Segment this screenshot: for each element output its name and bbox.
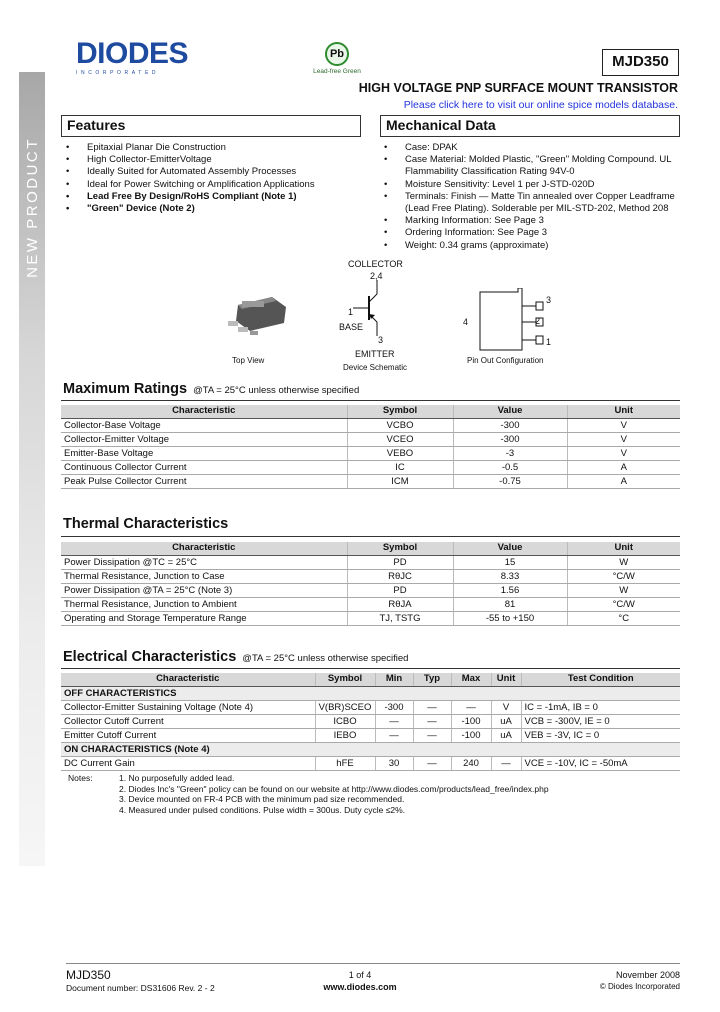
table-row: Operating and Storage Temperature Range TJ, TSTG -55 to +150 °C	[61, 612, 680, 626]
max-ratings-condition: @TA = 25°C unless otherwise specified	[193, 385, 360, 396]
schematic-caption: Device Schematic	[343, 363, 408, 372]
thermal-title: Thermal Characteristics	[63, 516, 229, 532]
electrical-condition: @TA = 25°C unless otherwise specified	[242, 653, 409, 664]
on-characteristics-subheading: ON CHARACTERISTICS (Note 4)	[61, 743, 680, 757]
footer-copyright: © Diodes Incorporated	[599, 982, 680, 991]
table-header-row: Characteristic Symbol Value Unit	[61, 542, 680, 555]
footer-website-link[interactable]: www.diodes.com	[323, 982, 397, 992]
package-top-view-image	[224, 295, 288, 339]
features-list	[63, 142, 363, 215]
sidebar-label: NEW PRODUCT	[23, 136, 41, 278]
pinout-tab-label: 4	[463, 317, 469, 327]
feature-item: • High Collector-EmitterVoltage	[63, 154, 363, 166]
table-header-row: Characteristic Symbol Min Typ Max Unit Test Condition	[61, 673, 680, 686]
electrical-table	[61, 673, 680, 771]
mechanical-item: • Terminals: Finish — Matte Tin annealed over Copper Leadframe (Lead Free Plating). Solderable per MIL-STD-202, Method 208	[381, 191, 681, 215]
spice-models-link[interactable]: Please click here to visit our online spice models database.	[403, 99, 678, 111]
mechanical-item: • Weight: 0.34 grams (approximate)	[381, 240, 681, 252]
table-row: Collector-Emitter Sustaining Voltage (Note 4) V(BR)SCEO -300 — — V IC = -1mA, IB = 0	[61, 700, 680, 714]
off-characteristics-subheading: OFF CHARACTERISTICS	[61, 686, 680, 700]
mechanical-item: • Case: DPAK	[381, 142, 681, 154]
lead-free-leaf-icon: Pb	[325, 42, 349, 66]
note-item: 1. No purposefully added lead.	[119, 773, 235, 783]
table-row: Thermal Resistance, Junction to Case RθJC 8.33 °C/W	[61, 569, 680, 583]
table-header-row: Characteristic Symbol Value Unit	[61, 405, 680, 418]
thermal-table	[61, 542, 680, 626]
table-row: Collector-Emitter Voltage VCEO -300 V	[61, 432, 680, 446]
notes-block	[68, 773, 678, 815]
pnp-transistor-symbol-icon	[353, 280, 393, 338]
pinout-pin2-label: 2	[535, 316, 541, 326]
features-heading: Features	[61, 115, 361, 137]
pinout-pin1-label: 1	[546, 337, 552, 347]
page-title: HIGH VOLTAGE PNP SURFACE MOUNT TRANSISTOR	[358, 81, 678, 95]
lead-free-badge: Pb Lead-free Green	[307, 42, 367, 75]
collector-pin-label: 2,4	[370, 271, 383, 281]
table-row: Power Dissipation @TA = 25°C (Note 3) PD 1.56 W	[61, 583, 680, 597]
mechanical-item: • Marking Information: See Page 3	[381, 215, 681, 227]
note-item: 4. Measured under pulsed conditions. Pulse width = 300us. Duty cycle ≤2%.	[119, 804, 406, 815]
table-row: Emitter-Base Voltage VEBO -3 V	[61, 446, 680, 460]
mechanical-list	[381, 142, 681, 252]
section-rule	[61, 400, 680, 401]
pinout-pin3-label: 3	[546, 295, 552, 305]
footer-rule	[66, 963, 680, 964]
table-row: Thermal Resistance, Junction to Ambient RθJA 81 °C/W	[61, 598, 680, 612]
section-rule	[61, 536, 680, 537]
table-row: DC Current Gain hFE 30 — 240 — VCE = -10V, IC = -50mA	[61, 757, 680, 771]
section-rule	[61, 668, 680, 669]
max-ratings-title: Maximum Ratings @TA = 25°C unless otherwise specified	[63, 381, 360, 397]
mechanical-heading: Mechanical Data	[380, 115, 680, 137]
max-ratings-table	[61, 405, 680, 489]
electrical-title: Electrical Characteristics @TA = 25°C unless otherwise specified	[63, 649, 409, 665]
note-item: 3. Device mounted on FR-4 PCB with the minimum pad size recommended.	[119, 794, 405, 805]
table-row: Power Dissipation @TC = 25°C PD 15 W	[61, 555, 680, 569]
table-row: Peak Pulse Collector Current ICM -0.75 A	[61, 475, 680, 489]
footer-document-number: Document number: DS31606 Rev. 2 - 2	[66, 983, 215, 993]
mechanical-item: • Ordering Information: See Page 3	[381, 227, 681, 239]
base-label: BASE	[339, 322, 364, 332]
table-row: Collector-Base Voltage VCBO -300 V	[61, 418, 680, 432]
footer-date: November 2008	[615, 970, 680, 980]
mechanical-item: • Moisture Sensitivity: Level 1 per J-STD-020D	[381, 179, 681, 191]
feature-item: • Epitaxial Planar Die Construction	[63, 142, 363, 154]
table-row: Collector Cutoff Current ICBO — — -100 uA VCB = -300V, IE = 0	[61, 714, 680, 728]
emitter-label: EMITTER	[355, 349, 395, 359]
feature-item: • Lead Free By Design/RoHS Compliant (Note 1)	[63, 191, 363, 203]
diodes-logo[interactable]: DIODES INCORPORATED	[76, 37, 189, 76]
footer-page-number: 1 of 4	[348, 970, 372, 980]
base-pin-label: 1	[348, 307, 354, 317]
collector-label: COLLECTOR	[348, 259, 403, 269]
table-row: Emitter Cutoff Current IEBO — — -100 uA VEB = -3V, IC = 0	[61, 728, 680, 742]
table-row: Continuous Collector Current IC -0.5 A	[61, 461, 680, 475]
notes-label: Notes:	[68, 773, 93, 783]
top-view-caption: Top View	[232, 356, 265, 365]
emitter-pin-label: 3	[378, 335, 384, 345]
mechanical-item: • Case Material: Molded Plastic, "Green" Molding Compound. UL Flammability Classification Rating 94V-0	[381, 154, 681, 178]
footer-part-number: MJD350	[66, 968, 111, 982]
feature-item: • "Green" Device (Note 2)	[63, 203, 363, 215]
part-number: MJD350	[602, 49, 679, 76]
feature-item: • Ideal for Power Switching or Amplification Applications	[63, 179, 363, 191]
pinout-caption: Pin Out Configuration	[467, 356, 544, 365]
note-item: 2. Diodes Inc's "Green" policy can be found on our website at http://www.diodes.com/products/lead_free/index.php	[119, 783, 549, 794]
feature-item: • Ideally Suited for Automated Assembly Processes	[63, 166, 363, 178]
